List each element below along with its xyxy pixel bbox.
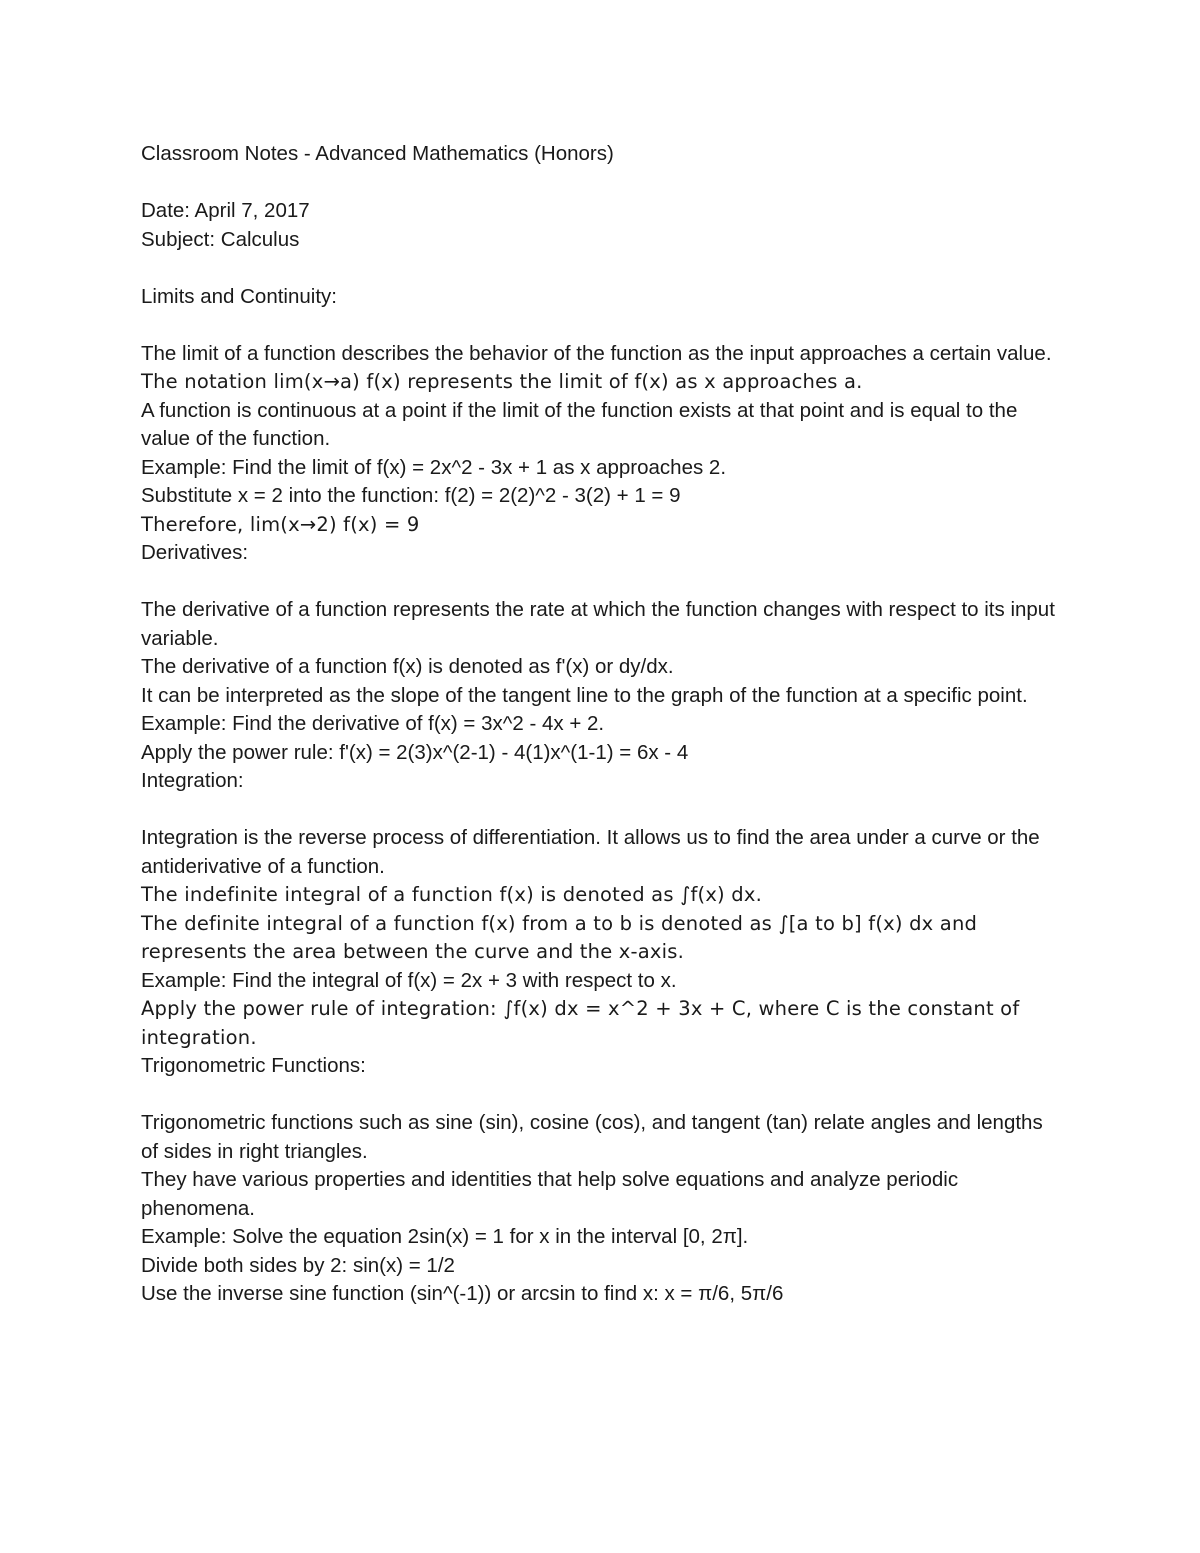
note-line: Substitute x = 2 into the function: f(2) = 2(2)^2 - 3(2) + 1 = 9	[141, 484, 681, 507]
section-heading-derivatives: Derivatives:	[141, 541, 249, 564]
document-body	[141, 140, 1061, 1309]
note-line: Therefore, lim(x→2) f(x) = 9	[141, 512, 420, 536]
note-line: Apply the power rule: f'(x) = 2(3)x^(2-1) - 4(1)x^(1-1) = 6x - 4	[141, 740, 689, 764]
note-line: Use the inverse sine function (sin^(-1)) or arcsin to find x: x = π/6, 5π/6	[141, 1282, 784, 1305]
spacer	[141, 1081, 1061, 1110]
spacer	[141, 568, 1061, 597]
spacer	[141, 311, 1061, 340]
note-line: Integration is the reverse process of differentiation. It allows us to find the area under a curve or the antiderivative of a function.	[141, 826, 1040, 878]
note-line: Trigonometric functions such as sine (sin), cosine (cos), and tangent (tan) relate angles and lengths of sides in right triangles.	[141, 1111, 1043, 1163]
note-line: Apply the power rule of integration: ∫f(x) dx = x^2 + 3x + C, where C is the constant of integration.	[141, 997, 1020, 1049]
document-title: Classroom Notes - Advanced Mathematics (Honors)	[141, 142, 614, 165]
note-line: Example: Solve the equation 2sin(x) = 1 for x in the interval [0, 2π].	[141, 1225, 749, 1248]
note-line: Example: Find the derivative of f(x) = 3x^2 - 4x + 2.	[141, 712, 605, 735]
note-line: Divide both sides by 2: sin(x) = 1/2	[141, 1253, 455, 1277]
note-line: A function is continuous at a point if the limit of the function exists at that point and is equal to the value of the function.	[141, 398, 1018, 450]
note-line: The derivative of a function f(x) is denoted as f'(x) or dy/dx.	[141, 655, 674, 678]
note-line: The derivative of a function represents the rate at which the function changes with respect to its input variable.	[141, 598, 1055, 650]
section-heading-integration: Integration:	[141, 769, 244, 792]
note-line: The notation lim(x→a) f(x) represents the limit of f(x) as x approaches a.	[141, 370, 863, 393]
document-subject: Subject: Calculus	[141, 227, 300, 251]
spacer	[141, 796, 1061, 825]
note-line: They have various properties and identities that help solve equations and analyze periodic phenomena.	[141, 1168, 959, 1220]
note-line: The definite integral of a function f(x) from a to b is denoted as ∫[a to b] f(x) dx and represents the area between the curve and the x-axis.	[141, 911, 978, 963]
note-line: Example: Find the limit of f(x) = 2x^2 - 3x + 1 as x approaches 2.	[141, 455, 727, 479]
spacer	[141, 254, 1061, 283]
note-line: Example: Find the integral of f(x) = 2x + 3 with respect to x.	[141, 968, 677, 992]
section-heading-trigonometric: Trigonometric Functions:	[141, 1054, 366, 1077]
spacer	[141, 169, 1061, 198]
section-heading-limits: Limits and Continuity:	[141, 284, 337, 308]
note-line: The indefinite integral of a function f(x) is denoted as ∫f(x) dx.	[141, 883, 762, 906]
note-line: It can be interpreted as the slope of the tangent line to the graph of the function at a specific point.	[141, 683, 1028, 707]
note-line: The limit of a function describes the behavior of the function as the input approaches a certain value.	[141, 341, 1052, 365]
document-date: Date: April 7, 2017	[141, 199, 310, 222]
